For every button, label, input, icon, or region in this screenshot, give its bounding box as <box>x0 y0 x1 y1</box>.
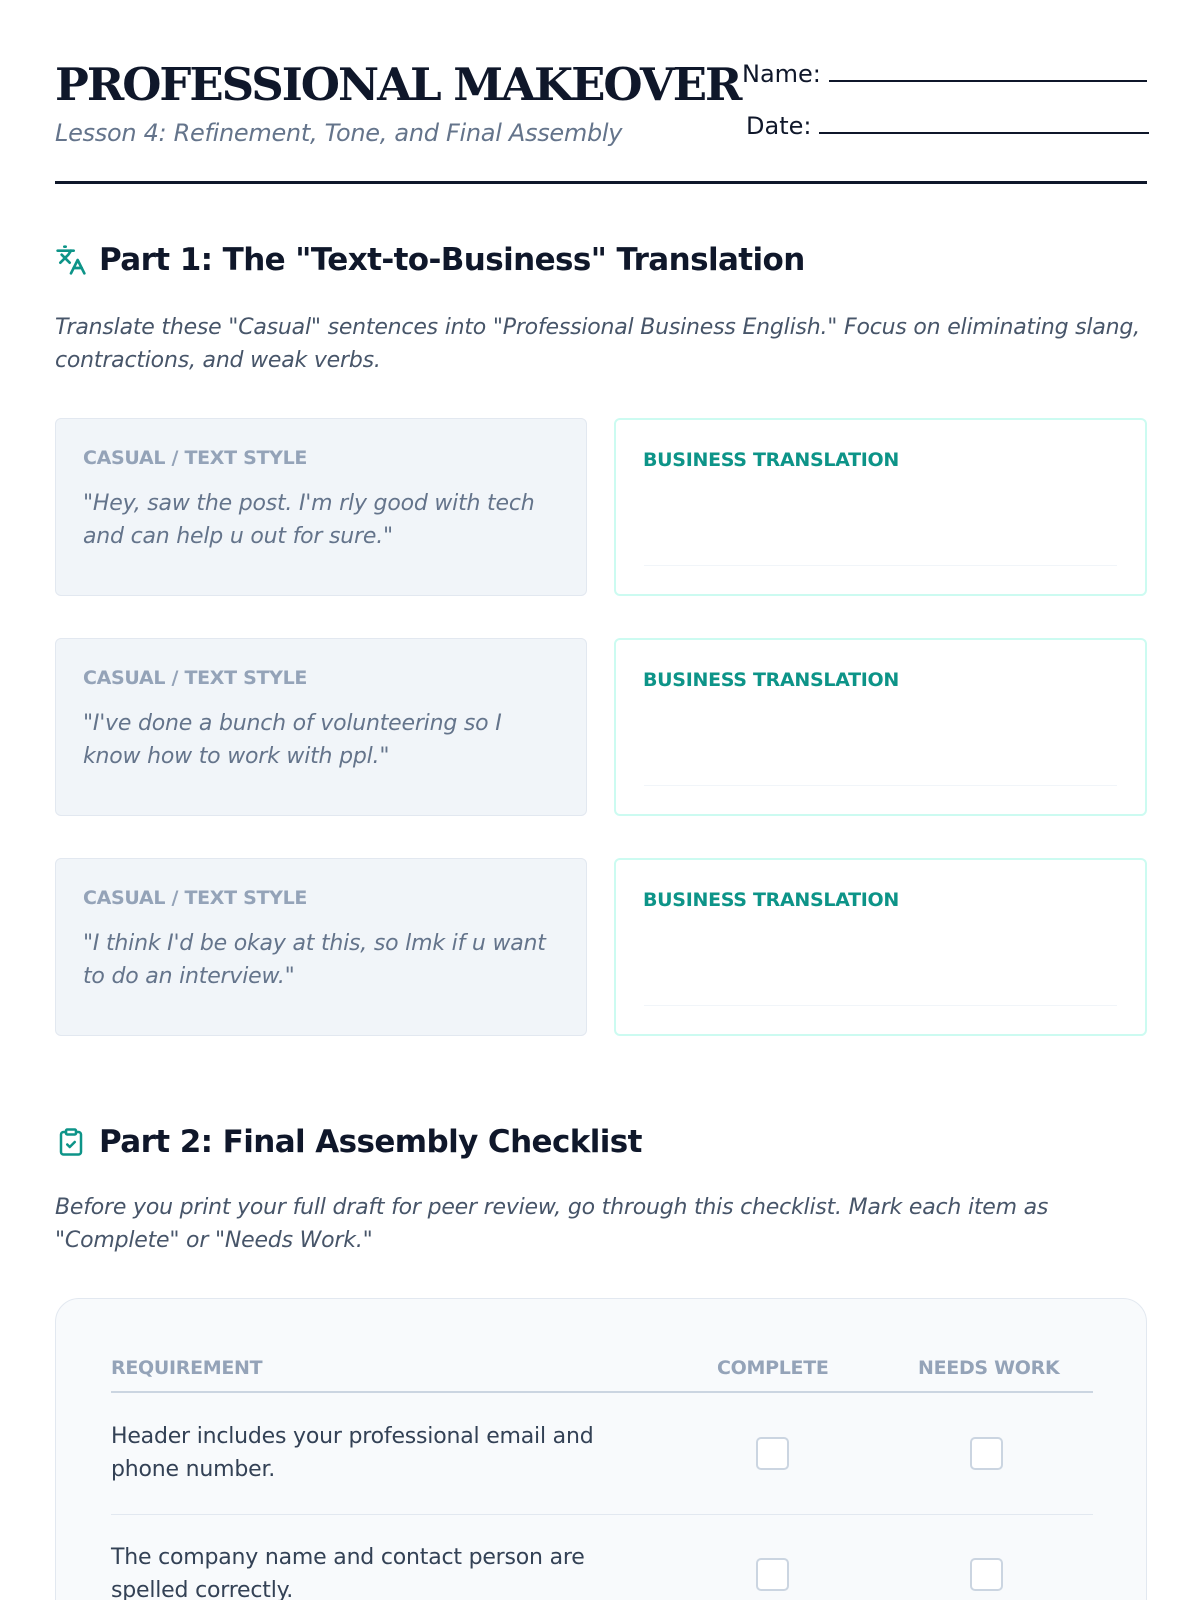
name-label: Name: <box>742 60 821 88</box>
casual-label: CASUAL / TEXT STYLE <box>83 447 308 469</box>
column-header-complete: COMPLETE <box>717 1357 829 1379</box>
part1-instructions: Translate these "Casual" sentences into "Professional Business English." Focus on eliminating slang, contractions, and weak verbs. <box>55 315 1140 373</box>
needs-work-checkbox[interactable] <box>970 1437 1003 1470</box>
complete-checkbox[interactable] <box>756 1437 789 1470</box>
name-field[interactable] <box>742 60 1147 88</box>
business-label: BUSINESS TRANSLATION <box>643 669 899 691</box>
clipboard-check-icon <box>55 1126 87 1158</box>
assembly-checklist <box>55 1298 1147 1600</box>
column-header-needs-work: NEEDS WORK <box>918 1357 1060 1379</box>
date-field[interactable] <box>746 112 1149 140</box>
business-label: BUSINESS TRANSLATION <box>643 889 899 911</box>
business-label: BUSINESS TRANSLATION <box>643 449 899 471</box>
casual-card <box>55 418 587 596</box>
checklist-header-row <box>111 1357 1093 1393</box>
casual-label: CASUAL / TEXT STYLE <box>83 887 308 909</box>
needs-work-checkbox[interactable] <box>970 1558 1003 1591</box>
casual-card <box>55 638 587 816</box>
answer-line[interactable] <box>644 1005 1117 1006</box>
business-translation-box[interactable] <box>614 638 1147 816</box>
casual-sentence: "Hey, saw the post. I'm rly good with tech and can help u out for sure." <box>83 491 535 549</box>
part1-heading <box>55 242 805 278</box>
complete-checkbox[interactable] <box>756 1558 789 1591</box>
worksheet-header <box>55 52 1147 184</box>
column-header-requirement: REQUIREMENT <box>111 1357 263 1379</box>
casual-sentence: "I've done a bunch of volunteering so I know how to work with ppl." <box>83 711 502 769</box>
date-label: Date: <box>746 112 812 140</box>
casual-card <box>55 858 587 1036</box>
requirement-text: Header includes your professional email and phone number. <box>111 1424 594 1482</box>
date-blank-line[interactable] <box>819 114 1149 134</box>
table-row <box>111 1394 1093 1515</box>
business-translation-box[interactable] <box>614 858 1147 1036</box>
casual-sentence: "I think I'd be okay at this, so lmk if u want to do an interview." <box>83 931 546 989</box>
part2-title: Part 2: Final Assembly Checklist <box>99 1124 642 1160</box>
translate-icon <box>55 244 87 276</box>
business-translation-box[interactable] <box>614 418 1147 596</box>
lesson-subtitle: Lesson 4: Refinement, Tone, and Final Assembly <box>55 119 623 147</box>
casual-label: CASUAL / TEXT STYLE <box>83 667 308 689</box>
name-blank-line[interactable] <box>829 62 1147 82</box>
table-row <box>111 1515 1093 1600</box>
answer-line[interactable] <box>644 785 1117 786</box>
part2-instructions: Before you print your full draft for peer review, go through this checklist. Mark each item as "Complete" or "Needs Work." <box>55 1195 1049 1253</box>
part2-heading <box>55 1124 642 1160</box>
answer-line[interactable] <box>644 565 1117 566</box>
part1-title: Part 1: The "Text-to-Business" Translation <box>99 242 805 278</box>
page-title: PROFESSIONAL MAKEOVER <box>55 58 741 111</box>
requirement-text: The company name and contact person are spelled correctly. <box>111 1545 585 1600</box>
